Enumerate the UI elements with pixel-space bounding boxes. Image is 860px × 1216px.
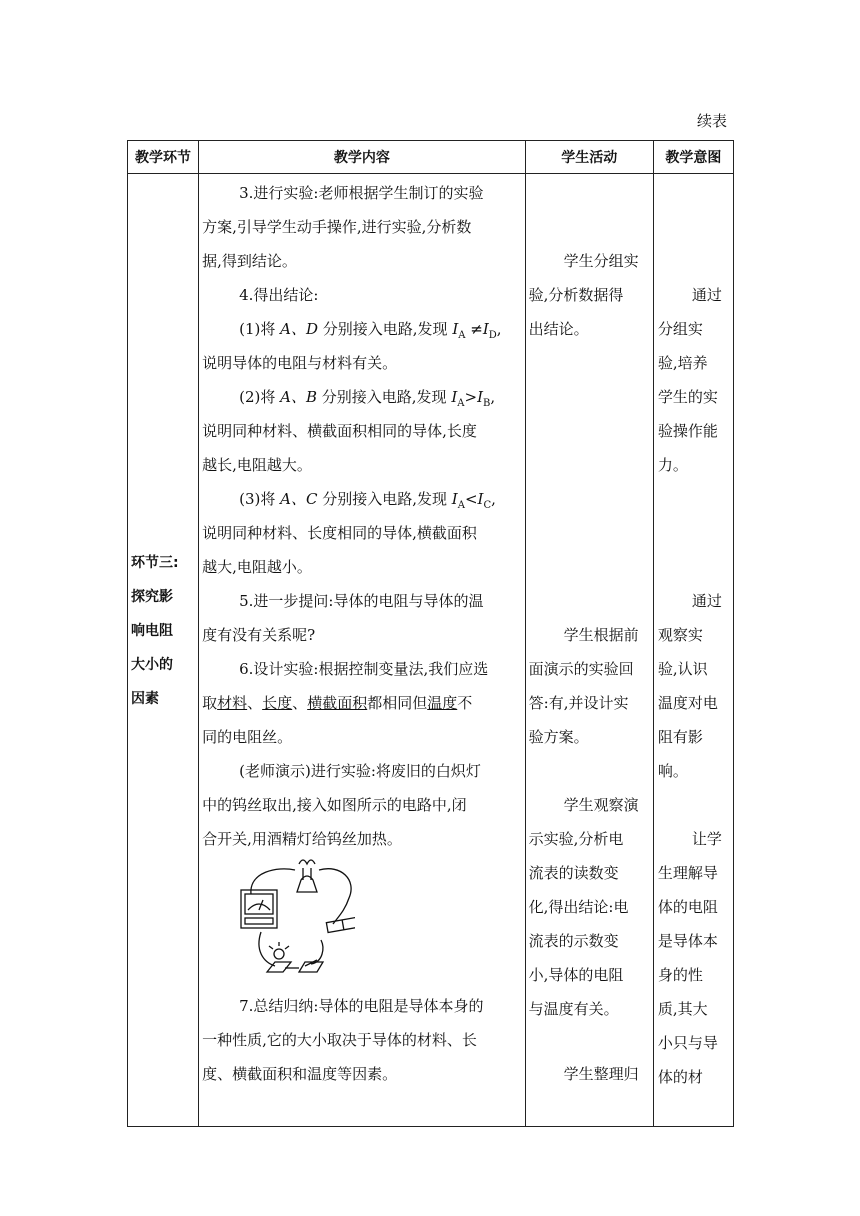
text-run: A、D: [280, 320, 318, 338]
text-run: ,: [491, 490, 496, 508]
text-run: ,: [496, 320, 502, 338]
activity-line: 学生根据前: [563, 626, 639, 644]
intent-line: 通过: [691, 286, 722, 304]
text-run: 不: [457, 694, 473, 712]
intent-line: 生理解导: [657, 864, 718, 882]
intent-line: 质,其大: [657, 1000, 708, 1018]
circuit-diagram: [233, 858, 355, 980]
intent-line: 让学: [691, 830, 722, 848]
intent-line: 是导体本: [657, 932, 718, 950]
activity-line: 验,分析数据得: [528, 286, 624, 304]
header-activity: 学生活动: [525, 141, 653, 174]
underlined-term: 横截面积: [307, 694, 368, 712]
subscript: A: [457, 398, 465, 409]
activity-line: 验方案。: [528, 728, 589, 746]
content-line: 5.进一步提问:导体的电阻与导体的温: [239, 592, 484, 610]
text-run: ≠: [465, 320, 483, 338]
content-line: 越长,电阻越大。: [202, 456, 312, 474]
underlined-term: 温度: [427, 694, 458, 712]
continued-label: 续表: [697, 112, 728, 130]
text-run: <: [464, 490, 478, 508]
text-run: 、: [292, 694, 308, 712]
ammeter-terminals: [245, 918, 273, 924]
header-row: [128, 141, 734, 174]
text-run: I: [451, 388, 458, 406]
intent-line: 体的电阻: [657, 898, 718, 916]
subscript: B: [483, 398, 491, 409]
content-line: 中的钨丝取出,接入如图所示的电路中,闭: [202, 796, 467, 814]
intent-line: 分组实: [657, 320, 703, 338]
activity-line: 学生分组实: [563, 252, 639, 270]
content-line: [202, 693, 472, 713]
intent-line: 验,培养: [657, 354, 708, 372]
header-content: 教学内容: [199, 141, 526, 174]
text-run: >: [464, 388, 478, 406]
activity-line: 出结论。: [528, 320, 589, 338]
intent-line: 验,认识: [657, 660, 708, 678]
subscript: A: [458, 330, 466, 341]
content-line: [239, 489, 496, 516]
activity-line: 流表的示数变: [528, 932, 619, 950]
activity-line: 学生整理归: [563, 1065, 639, 1083]
text-run: I: [482, 320, 489, 338]
activity-line: 流表的读数变: [528, 864, 619, 882]
content-line: [239, 387, 495, 414]
stage-line: 响电阻: [131, 623, 173, 639]
text-run: A、B: [280, 388, 317, 406]
text-run: A、C: [280, 490, 318, 508]
subscript: D: [488, 330, 497, 341]
content-line: 说明同种材料、横截面积相同的导体,长度: [202, 422, 477, 440]
activity-line: 小,导体的电阻: [528, 966, 624, 984]
text-run: 都相同但: [367, 694, 428, 712]
intent-line: 温度对电: [657, 694, 718, 712]
text-run: 分别接入电路,发现: [317, 490, 452, 508]
intent-line: 阻有影: [657, 728, 703, 746]
text-run: (1)将: [239, 320, 281, 338]
header-stage: 教学环节: [128, 141, 199, 174]
content-line: 7.总结归纳:导体的电阻是导体本身的: [239, 997, 484, 1015]
activity-line: 与温度有关。: [528, 1000, 619, 1018]
underlined-term: 长度: [262, 694, 293, 712]
intent-line: 力。: [657, 456, 688, 474]
text-run: 取: [202, 694, 218, 712]
text-run: I: [477, 490, 484, 508]
content-line: 4.得出结论:: [239, 286, 319, 304]
activity-line: 化,得出结论:电: [528, 898, 629, 916]
body-row: [128, 174, 734, 1127]
subscript: C: [483, 500, 492, 511]
header-intent: 教学意图: [653, 141, 733, 174]
filament-coil: [299, 860, 315, 864]
content-line: 同的电阻丝。: [202, 728, 293, 746]
content-line: 据,得到结论。: [202, 252, 297, 270]
content-line: 方案,引导学生动手操作,进行实验,分析数: [202, 218, 472, 236]
content-line: 合开关,用酒精灯给钨丝加热。: [202, 830, 402, 848]
battery: [326, 917, 355, 932]
lesson-table: [127, 140, 734, 1127]
battery-divider: [342, 920, 344, 930]
text-run: I: [452, 320, 459, 338]
content-line: 说明同种材料、长度相同的导体,横截面积: [202, 524, 477, 542]
stage-cell: [128, 174, 199, 1127]
content-line: 度有没有关系呢?: [202, 626, 316, 644]
text-run: 、: [247, 694, 263, 712]
intent-line: 体的材: [657, 1068, 703, 1086]
content-cell: [199, 174, 526, 1127]
bulb-rays: [269, 942, 289, 949]
content-line: 一种性质,它的大小取决于导体的材料、长: [202, 1031, 477, 1049]
activity-line: 学生观察演: [563, 796, 639, 814]
intent-cell: [653, 174, 733, 1127]
content-line: 度、横截面积和温度等因素。: [202, 1065, 398, 1083]
alcohol-lamp: [297, 876, 317, 892]
text-run: ,: [490, 388, 496, 406]
activity-cell: [525, 174, 653, 1127]
underlined-term: 材料: [217, 694, 248, 712]
text-run: (3)将: [239, 490, 281, 508]
stage-line: 探究影: [131, 589, 173, 605]
stage-line: 因素: [131, 691, 159, 707]
content-line: 3.进行实验:老师根据学生制订的实验: [239, 184, 484, 202]
stage-line: 环节三:: [131, 555, 179, 571]
activity-line: 答:有,并设计实: [528, 694, 629, 712]
text-run: (2)将: [239, 388, 281, 406]
intent-line: 小只与导: [657, 1034, 718, 1052]
intent-line: 身的性: [657, 966, 703, 984]
text-run: I: [477, 388, 483, 406]
activity-line: 示实验,分析电: [528, 830, 624, 848]
wire: [319, 869, 351, 924]
intent-line: 学生的实: [657, 388, 718, 406]
intent-line: 观察实: [657, 626, 703, 644]
intent-line: 验操作能: [657, 422, 718, 440]
intent-line: 响。: [657, 762, 688, 780]
bulb: [274, 949, 284, 959]
subscript: A: [457, 500, 465, 511]
content-line: 6.设计实验:根据控制变量法,我们应选: [239, 660, 489, 678]
text-run: I: [451, 490, 458, 508]
intent-line: 通过: [691, 592, 722, 610]
stage-line: 大小的: [131, 657, 173, 673]
content-line: 说明导体的电阻与材料有关。: [202, 354, 398, 372]
content-line: [239, 319, 501, 346]
content-line: 越大,电阻越小。: [202, 558, 312, 576]
text-run: 分别接入电路,发现: [318, 320, 453, 338]
content-line: (老师演示)进行实验:将废旧的白炽灯: [239, 762, 481, 780]
activity-line: 面演示的实验回: [528, 660, 634, 678]
text-run: 分别接入电路,发现: [317, 388, 452, 406]
